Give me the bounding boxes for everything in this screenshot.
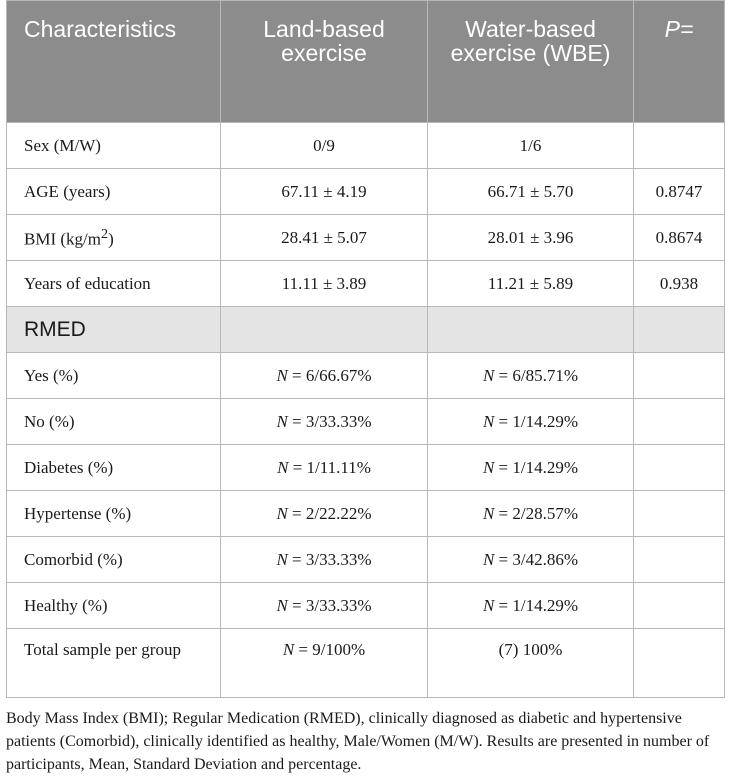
- section-label: RMED: [7, 307, 221, 353]
- p-value: [634, 353, 725, 399]
- table-row-healthy: [7, 583, 725, 629]
- bmi-label-prefix: BMI (kg/m: [24, 229, 101, 249]
- land-value: 28.41 ± 5.07: [221, 215, 428, 261]
- land-value: 67.11 ± 4.19: [221, 169, 428, 215]
- header-water-based: Water-based exercise (WBE): [428, 1, 634, 123]
- water-value: [428, 583, 634, 629]
- row-label: [7, 215, 221, 261]
- n-symbol: N: [276, 411, 288, 431]
- n-symbol: N: [482, 595, 495, 615]
- land-text: = 6/66.67%: [292, 365, 372, 385]
- land-value: 11.11 ± 3.89: [221, 261, 428, 307]
- n-symbol: N: [277, 457, 289, 477]
- table-row-comorbid: [7, 537, 725, 583]
- water-text: = 1/14.29%: [498, 595, 579, 615]
- water-text: = 6/85.71%: [498, 365, 579, 385]
- p-value: 0.938: [634, 261, 725, 307]
- land-value: 0/9: [221, 123, 428, 169]
- water-text: = 3/42.86%: [498, 549, 579, 569]
- p-value: [634, 123, 725, 169]
- n-symbol: N: [482, 503, 495, 523]
- characteristics-table: [6, 0, 725, 698]
- header-row: [7, 1, 725, 123]
- table-row-total: [7, 629, 725, 698]
- land-value: [221, 629, 428, 698]
- n-symbol: N: [482, 365, 495, 385]
- row-label: Total sample per group: [7, 629, 221, 698]
- land-text: = 3/33.33%: [292, 411, 372, 431]
- table-row-age: [7, 169, 725, 215]
- land-value: [221, 445, 428, 491]
- p-value: [634, 537, 725, 583]
- land-value: [221, 353, 428, 399]
- section-row-rmed: [7, 307, 725, 353]
- table-row-sex: [7, 123, 725, 169]
- land-value: [221, 491, 428, 537]
- p-value: [634, 491, 725, 537]
- p-value: [634, 399, 725, 445]
- n-symbol: N: [482, 457, 495, 477]
- table-row-hypertense: [7, 491, 725, 537]
- land-value: [221, 537, 428, 583]
- land-text: = 2/22.22%: [292, 503, 372, 523]
- land-text: = 9/100%: [298, 640, 366, 659]
- p-value: [634, 583, 725, 629]
- row-label: Yes (%): [7, 353, 221, 399]
- table-row-yes: [7, 353, 725, 399]
- row-label: Diabetes (%): [7, 445, 221, 491]
- p-value: [634, 445, 725, 491]
- n-symbol: N: [482, 411, 495, 431]
- section-empty-cell: [221, 307, 428, 353]
- land-value: [221, 399, 428, 445]
- water-value: 11.21 ± 5.89: [428, 261, 634, 307]
- water-text: = 1/14.29%: [498, 411, 579, 431]
- water-value: [428, 491, 634, 537]
- table-row-no: [7, 399, 725, 445]
- water-value: 66.71 ± 5.70: [428, 169, 634, 215]
- row-label: Years of education: [7, 261, 221, 307]
- table-row-diabetes: [7, 445, 725, 491]
- water-value: 1/6: [428, 123, 634, 169]
- table-row-education: [7, 261, 725, 307]
- n-symbol: N: [282, 640, 295, 659]
- header-p-value: P=: [634, 1, 725, 123]
- row-label: No (%): [7, 399, 221, 445]
- p-value: [634, 629, 725, 698]
- row-label: Comorbid (%): [7, 537, 221, 583]
- land-text: = 3/33.33%: [292, 595, 372, 615]
- water-value: (7) 100%: [428, 629, 634, 698]
- row-label: Sex (M/W): [7, 123, 221, 169]
- table-footnote: Body Mass Index (BMI); Regular Medication (RMED), clinically diagnosed as diabetic and hypertensive patients (Comorbid), clinically identified as healthy, Male/Women (M/W). Results are presented in number of participants, Mean, Standard Deviation and percentage.: [6, 710, 710, 773]
- header-land-based: Land-based exercise: [221, 1, 428, 123]
- table-row-bmi: [7, 215, 725, 261]
- row-label: AGE (years): [7, 169, 221, 215]
- p-value: 0.8674: [634, 215, 725, 261]
- section-empty-cell: [634, 307, 725, 353]
- bmi-label-superscript: 2: [100, 225, 109, 242]
- land-value: [221, 583, 428, 629]
- n-symbol: N: [276, 365, 288, 385]
- p-value: 0.8747: [634, 169, 725, 215]
- land-text: = 3/33.33%: [292, 549, 372, 569]
- water-value: [428, 445, 634, 491]
- land-text: = 1/11.11%: [292, 457, 371, 477]
- row-label: Healthy (%): [7, 583, 221, 629]
- water-text: = 1/14.29%: [498, 457, 579, 477]
- section-empty-cell: [428, 307, 634, 353]
- row-label: Hypertense (%): [7, 491, 221, 537]
- n-symbol: N: [276, 549, 288, 569]
- header-characteristics: Characteristics: [7, 1, 221, 123]
- water-text: = 2/28.57%: [498, 503, 579, 523]
- water-value: [428, 537, 634, 583]
- water-value: 28.01 ± 3.96: [428, 215, 634, 261]
- water-value: [428, 353, 634, 399]
- bmi-label-suffix: ): [108, 229, 114, 249]
- n-symbol: N: [482, 549, 495, 569]
- n-symbol: N: [276, 595, 288, 615]
- water-value: [428, 399, 634, 445]
- n-symbol: N: [276, 503, 288, 523]
